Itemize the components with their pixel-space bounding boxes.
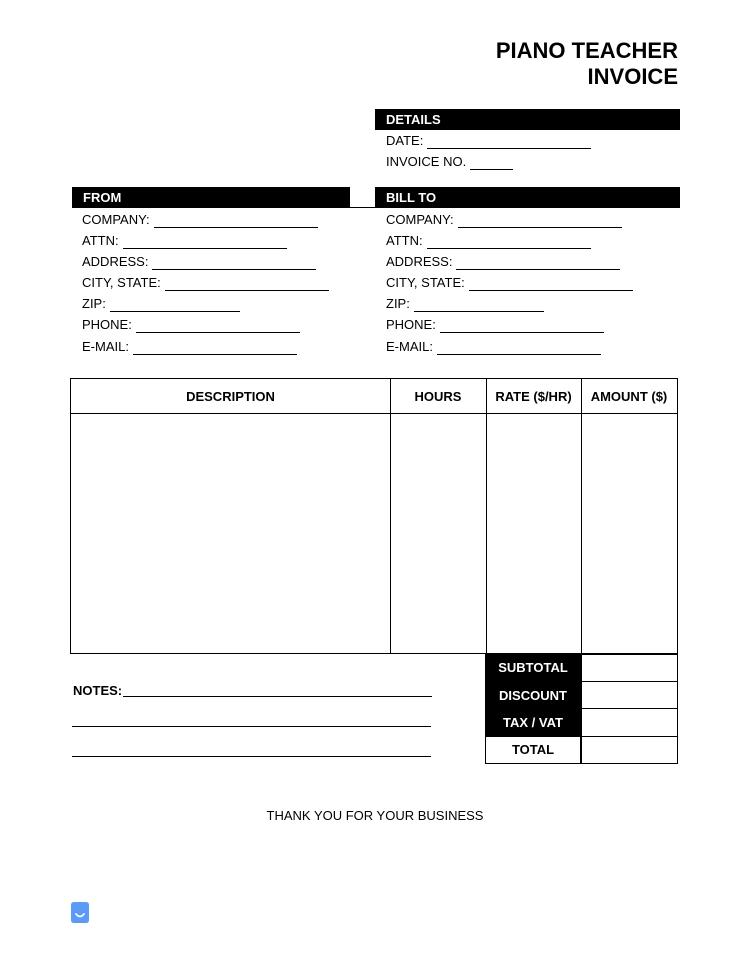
description-cell[interactable] <box>71 414 390 653</box>
bill-company-line[interactable] <box>458 216 622 228</box>
from-zip-line[interactable] <box>110 300 240 312</box>
invoice-no-line[interactable] <box>470 158 513 170</box>
from-company-line[interactable] <box>154 216 318 228</box>
bill-zip-label: ZIP: <box>386 296 410 311</box>
rate-cell[interactable] <box>487 414 581 653</box>
bill-phone-line[interactable] <box>440 321 604 333</box>
notes-line-1[interactable] <box>123 696 432 697</box>
totals-block <box>485 654 678 764</box>
logo-icon <box>71 902 89 923</box>
details-header: DETAILS <box>375 109 680 130</box>
from-header: FROM <box>72 187 350 208</box>
discount-row <box>485 682 678 710</box>
from-attn-field[interactable] <box>82 233 287 249</box>
bill-city-state-field[interactable] <box>386 275 633 291</box>
bill-email-field[interactable] <box>386 339 601 355</box>
title-line-1: PIANO TEACHER <box>495 38 678 63</box>
from-company-field[interactable] <box>82 212 318 228</box>
bill-attn-field[interactable] <box>386 233 591 249</box>
date-field[interactable] <box>386 133 591 149</box>
subtotal-row <box>485 654 678 682</box>
from-email-field[interactable] <box>82 339 297 355</box>
from-city-state-label: CITY, STATE: <box>82 275 161 290</box>
header-description: DESCRIPTION <box>186 389 275 404</box>
bill-to-header: BILL TO <box>375 187 680 208</box>
bill-address-label: ADDRESS: <box>386 254 453 269</box>
bill-address-line[interactable] <box>456 258 620 270</box>
from-address-field[interactable] <box>82 254 316 270</box>
from-email-label: E-MAIL: <box>82 339 129 354</box>
from-city-state-line[interactable] <box>165 279 329 291</box>
bill-company-label: COMPANY: <box>386 212 454 227</box>
notes-line-3[interactable] <box>72 756 431 757</box>
amount-cell[interactable] <box>582 414 677 653</box>
bill-attn-line[interactable] <box>427 237 591 249</box>
from-address-label: ADDRESS: <box>82 254 149 269</box>
bill-attn-label: ATTN: <box>386 233 423 248</box>
notes-line-2[interactable] <box>72 726 431 727</box>
from-email-line[interactable] <box>133 343 297 355</box>
discount-label: DISCOUNT <box>485 682 581 710</box>
tax-value[interactable] <box>581 709 678 737</box>
from-phone-line[interactable] <box>136 321 300 333</box>
bill-zip-line[interactable] <box>414 300 544 312</box>
date-line[interactable] <box>427 137 591 149</box>
bill-city-state-line[interactable] <box>469 279 633 291</box>
bill-company-field[interactable] <box>386 212 622 228</box>
title-line-2: INVOICE <box>587 64 678 89</box>
tax-label: TAX / VAT <box>485 709 581 737</box>
from-attn-label: ATTN: <box>82 233 119 248</box>
total-label: TOTAL <box>485 737 581 765</box>
total-value[interactable] <box>581 737 678 765</box>
subtotal-label: SUBTOTAL <box>485 654 581 682</box>
bill-phone-field[interactable] <box>386 317 604 333</box>
thank-you-text: THANK YOU FOR YOUR BUSINESS <box>266 808 484 823</box>
notes-label: NOTES: <box>73 683 123 698</box>
header-divider <box>350 207 375 208</box>
from-company-label: COMPANY: <box>82 212 150 227</box>
bill-zip-field[interactable] <box>386 296 544 312</box>
from-phone-label: PHONE: <box>82 317 132 332</box>
invoice-no-field[interactable] <box>386 154 513 170</box>
discount-value[interactable] <box>581 682 678 710</box>
invoice-no-label: INVOICE NO. <box>386 154 467 169</box>
tax-row <box>485 709 678 737</box>
header-amount: AMOUNT ($) <box>590 389 668 404</box>
from-phone-field[interactable] <box>82 317 300 333</box>
total-row <box>485 737 678 765</box>
date-label: DATE: <box>386 133 424 148</box>
header-hours: HOURS <box>414 389 462 404</box>
bill-phone-label: PHONE: <box>386 317 436 332</box>
subtotal-value[interactable] <box>581 654 678 682</box>
invoice-title <box>496 38 678 90</box>
bill-city-state-label: CITY, STATE: <box>386 275 465 290</box>
hours-cell[interactable] <box>391 414 486 653</box>
bill-email-label: E-MAIL: <box>386 339 433 354</box>
from-zip-field[interactable] <box>82 296 240 312</box>
items-table <box>70 378 678 654</box>
bill-address-field[interactable] <box>386 254 620 270</box>
from-address-line[interactable] <box>152 258 316 270</box>
from-city-state-field[interactable] <box>82 275 329 291</box>
from-zip-label: ZIP: <box>82 296 106 311</box>
from-attn-line[interactable] <box>123 237 287 249</box>
bill-email-line[interactable] <box>437 343 601 355</box>
header-rate: RATE ($/HR) <box>495 389 572 404</box>
